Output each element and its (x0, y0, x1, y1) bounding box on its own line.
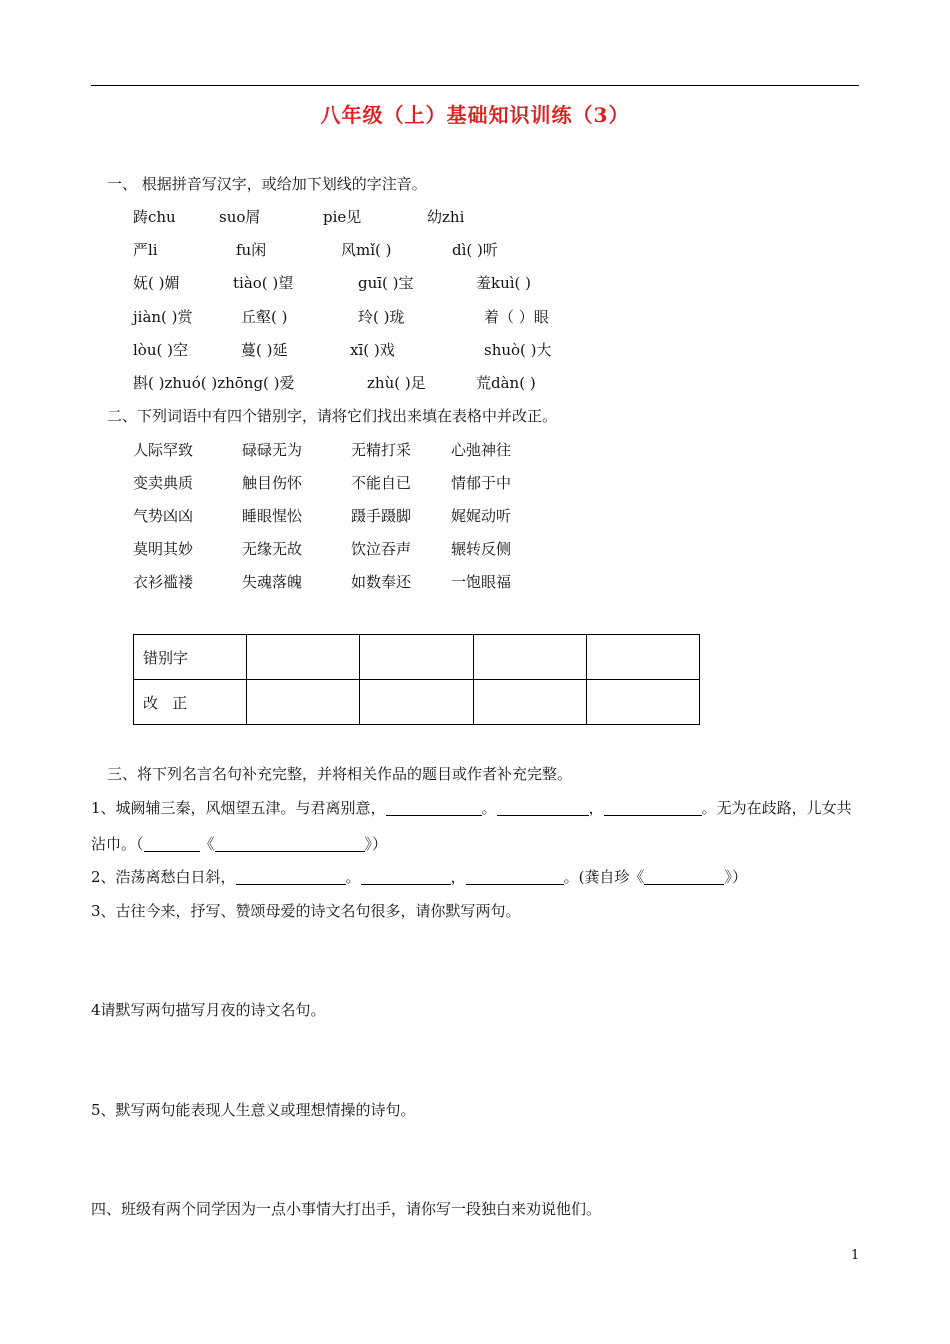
pinyin-item: shuò( )大 (484, 341, 552, 359)
answer-cell[interactable] (247, 680, 360, 725)
word-item: 变卖典质 (133, 474, 194, 492)
section4-heading: 四、班级有两个同学因为一点小事情大打出手，请你写一段独白来劝说他们。 (91, 1200, 602, 1218)
answer-cell[interactable] (473, 635, 586, 680)
punctuation: 《 (199, 835, 215, 853)
pinyin-item: lòu( )空 (133, 341, 188, 359)
answer-blank[interactable] (497, 799, 589, 816)
pinyin-item: 蔓( )延 (241, 341, 288, 359)
pinyin-item: 斟( )zhuó( )zhōng( )爱 (133, 374, 295, 392)
punctuation: ， (588, 799, 604, 817)
pinyin-item: 荒dàn( ) (476, 374, 536, 392)
pinyin-item: 风mǐ( ) (341, 241, 392, 259)
pinyin-item: xī( )戏 (350, 341, 395, 359)
question-1 (91, 797, 852, 818)
pinyin-item: fu闲 (236, 241, 267, 259)
pinyin-item: 丘壑( ) (241, 308, 288, 326)
pinyin-item: 踌chu (133, 208, 176, 226)
question-2 (91, 866, 747, 887)
answer-cell[interactable] (360, 680, 473, 725)
answer-blank[interactable] (361, 868, 451, 885)
pinyin-item: 幼zhi (427, 208, 465, 226)
answer-blank[interactable] (215, 835, 365, 852)
word-item: 心弛神往 (451, 441, 512, 459)
word-item: 蹑手蹑脚 (351, 507, 412, 525)
correction-table (133, 634, 700, 725)
word-item: 娓娓动听 (451, 507, 512, 525)
punctuation: 。 (481, 799, 497, 817)
pinyin-item: guī( )宝 (358, 274, 414, 292)
answer-blank[interactable] (386, 799, 482, 816)
question-3: 3、古往今来，抒写、赞颂母爱的诗文名句很多，请你默写两句。 (91, 902, 521, 920)
question-text: 。无为在歧路，儿女共 (701, 799, 852, 817)
table-row-label: 错别字 (134, 635, 247, 680)
answer-blank[interactable] (144, 835, 200, 852)
section3-heading: 三、将下列名言名句补充完整，并将相关作品的题目或作者补充完整。 (107, 765, 573, 783)
word-item: 睡眼惺忪 (242, 507, 303, 525)
answer-blank[interactable] (466, 868, 564, 885)
word-item: 衣衫褴褛 (133, 573, 194, 591)
pinyin-item: jiàn( )赏 (133, 308, 193, 326)
question-1-line2 (91, 833, 387, 854)
pinyin-item: suo屑 (219, 208, 261, 226)
answer-cell[interactable] (247, 635, 360, 680)
pinyin-item: 羞kuì( ) (476, 274, 532, 292)
page-title: 八年级（上）基础知识训练（3） (320, 103, 630, 127)
word-item: 不能自已 (351, 474, 412, 492)
question-text: 2、浩荡离愁白日斜， (91, 868, 236, 886)
pinyin-item: pie见 (323, 208, 362, 226)
word-item: 碌碌无为 (242, 441, 303, 459)
question-text: 1、城阙辅三秦，风烟望五津。与君离别意， (91, 799, 386, 817)
word-item: 触目伤怀 (242, 474, 303, 492)
word-item: 无缘无故 (242, 540, 303, 558)
word-item: 莫明其妙 (133, 540, 194, 558)
section2-heading: 二、下列词语中有四个错别字，请将它们找出来填在表格中并改正。 (107, 407, 558, 425)
punctuation: 》） (364, 835, 388, 853)
header-rule (91, 85, 859, 86)
answer-cell[interactable] (586, 680, 699, 725)
word-item: 饮泣吞声 (351, 540, 412, 558)
pinyin-item: 严li (133, 241, 158, 259)
section1-heading: 一、 根据拼音写汉字，或给加下划线的字注音。 (107, 175, 427, 193)
table-row (134, 635, 700, 680)
question-text: 沾巾。（ (91, 835, 144, 853)
word-item: 气势凶凶 (133, 507, 194, 525)
page-number: 1 (851, 1248, 860, 1263)
table-row-label: 改 正 (134, 680, 247, 725)
answer-cell[interactable] (473, 680, 586, 725)
pinyin-item: dì( )听 (452, 241, 498, 259)
word-item: 一饱眼福 (451, 573, 512, 591)
answer-blank[interactable] (236, 868, 346, 885)
pinyin-item: 着（ ）眼 (484, 308, 549, 326)
table-row (134, 680, 700, 725)
question-5: 5、默写两句能表现人生意义或理想情操的诗句。 (91, 1101, 416, 1119)
pinyin-item: 妩( )媚 (133, 274, 180, 292)
pinyin-item: tiào( )望 (233, 274, 294, 292)
answer-cell[interactable] (360, 635, 473, 680)
question-text: 。(龚自珍《 (563, 868, 645, 886)
word-item: 情郁于中 (451, 474, 512, 492)
punctuation: 》） (724, 868, 747, 886)
word-item: 失魂落魄 (242, 573, 303, 591)
word-item: 无精打采 (351, 441, 412, 459)
answer-blank[interactable] (604, 799, 702, 816)
word-item: 人际罕致 (133, 441, 194, 459)
word-item: 如数奉还 (351, 573, 412, 591)
pinyin-item: zhù( )足 (367, 374, 426, 392)
word-item: 辗转反侧 (451, 540, 512, 558)
question-4: 4请默写两句描写月夜的诗文名句。 (91, 1001, 326, 1019)
pinyin-item: 玲( )珑 (358, 308, 405, 326)
punctuation: 。 (345, 868, 361, 886)
answer-cell[interactable] (586, 635, 699, 680)
punctuation: ， (450, 868, 466, 886)
answer-blank[interactable] (644, 868, 724, 885)
